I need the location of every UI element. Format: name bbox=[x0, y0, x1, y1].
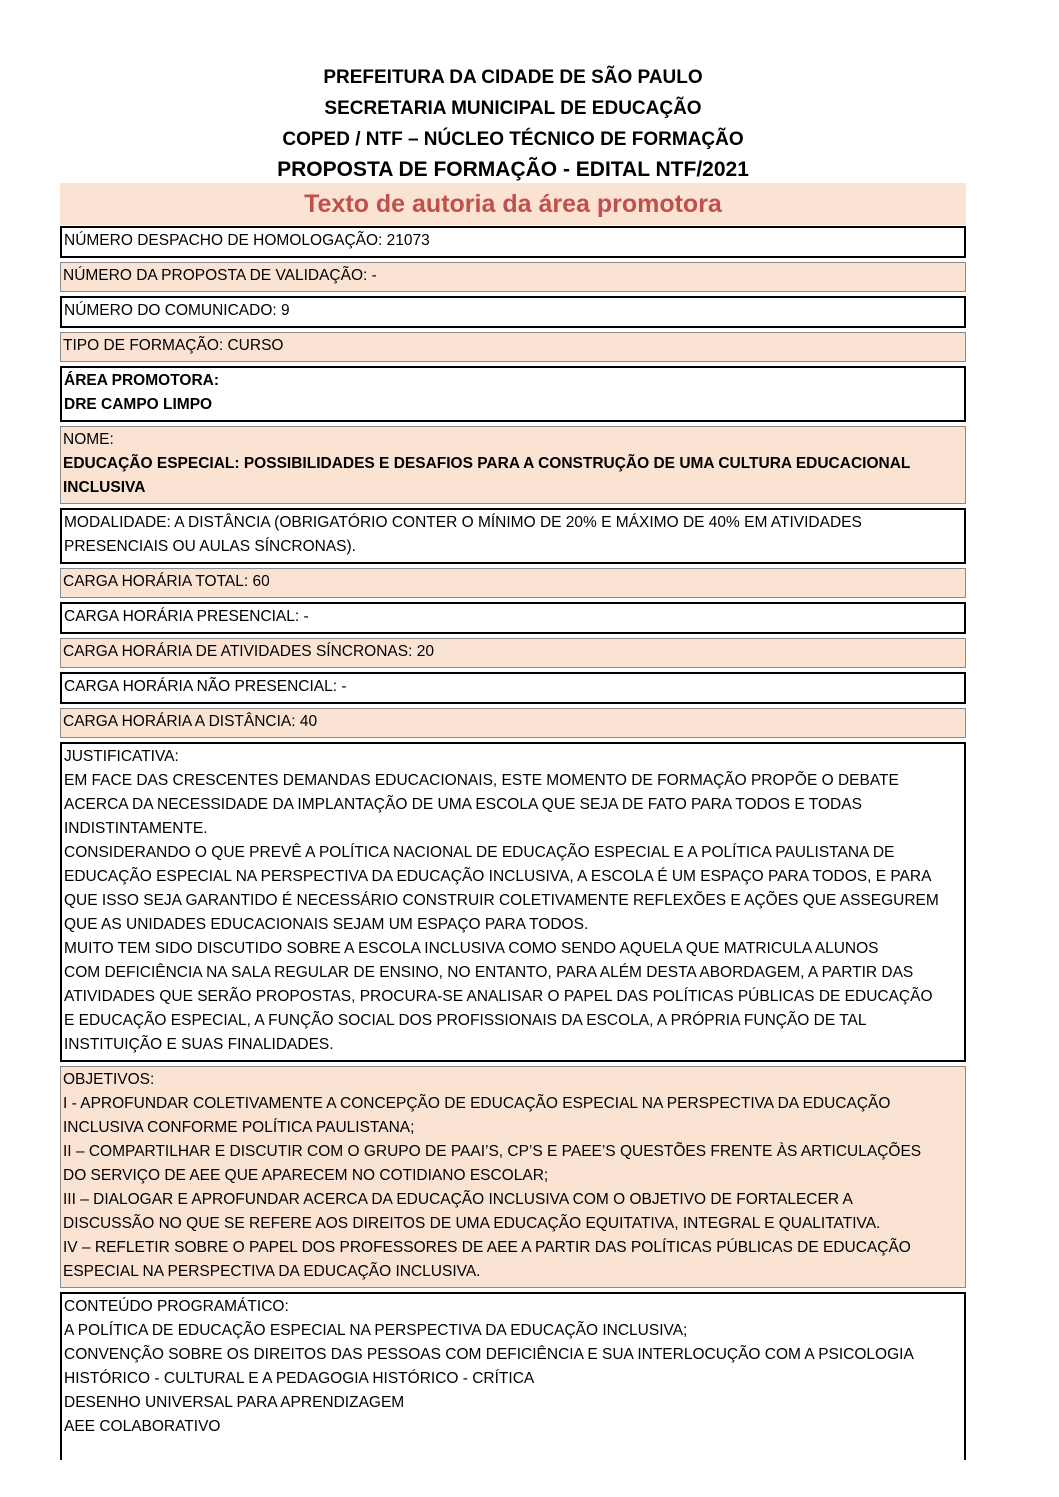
field-comunicado bbox=[60, 296, 966, 328]
objetivos-line: DISCUSSÃO NO QUE SE REFERE AOS DIREITOS DE UMA EDUCAÇÃO EQUITATIVA, INTEGRAL E QUALITATIVA. bbox=[63, 1215, 881, 1232]
area-label: ÁREA PROMOTORA: bbox=[64, 372, 219, 389]
objetivos-line: III – DIALOGAR E APROFUNDAR ACERCA DA EDUCAÇÃO INCLUSIVA COM O OBJETIVO DE FORTALECER A bbox=[63, 1191, 853, 1208]
header-line-prefeitura: PREFEITURA DA CIDADE DE SÃO PAULO bbox=[323, 67, 703, 88]
field-tipo bbox=[60, 332, 966, 362]
justificativa-line: QUE ISSO SEJA GARANTIDO É NECESSÁRIO CONSTRUIR COLETIVAMENTE REFLEXÕES E AÇÕES QUE ASSEGUREM bbox=[64, 892, 939, 909]
ch-distancia-text: CARGA HORÁRIA A DISTÂNCIA: 40 bbox=[63, 713, 318, 730]
field-despacho bbox=[60, 226, 966, 258]
ch-total-text: CARGA HORÁRIA TOTAL: 60 bbox=[63, 573, 270, 590]
objetivos-line: II – COMPARTILHAR E DISCUTIR COM O GRUPO DE PAAI’S, CP’S E PAEE’S QUESTÕES FRENTE ÀS ARTICULAÇÕES bbox=[63, 1143, 922, 1160]
objetivos-line: I - APROFUNDAR COLETIVAMENTE A CONCEPÇÃO DE EDUCAÇÃO ESPECIAL NA PERSPECTIVA DA EDUCAÇÃO bbox=[63, 1095, 891, 1112]
field-ch-presencial bbox=[60, 602, 966, 634]
justificativa-line: INSTITUIÇÃO E SUAS FINALIDADES. bbox=[64, 1036, 334, 1053]
field-nome bbox=[60, 426, 966, 504]
comunicado-text: NÚMERO DO COMUNICADO: 9 bbox=[64, 302, 290, 319]
conteudo-line: A POLÍTICA DE EDUCAÇÃO ESPECIAL NA PERSPECTIVA DA EDUCAÇÃO INCLUSIVA; bbox=[64, 1322, 688, 1339]
nome-label: NOME: bbox=[63, 431, 114, 448]
tipo-text: TIPO DE FORMAÇÃO: CURSO bbox=[63, 337, 284, 354]
objetivos-line: IV – REFLETIR SOBRE O PAPEL DOS PROFESSORES DE AEE A PARTIR DAS POLÍTICAS PÚBLICAS DE EDUCAÇÃO bbox=[63, 1239, 911, 1256]
justificativa-line: ATIVIDADES QUE SERÃO PROPOSTAS, PROCURA-SE ANALISAR O PAPEL DAS POLÍTICAS PÚBLICAS DE EDUCAÇÃO bbox=[64, 988, 933, 1005]
field-ch-sincronas bbox=[60, 638, 966, 668]
field-objetivos bbox=[60, 1066, 966, 1288]
despacho-text: NÚMERO DESPACHO DE HOMOLOGAÇÃO: 21073 bbox=[64, 232, 430, 249]
justificativa-line: INDISTINTAMENTE. bbox=[64, 820, 208, 837]
nome-line: INCLUSIVA bbox=[63, 479, 146, 496]
form-fields bbox=[60, 226, 966, 1460]
header-line-secretaria: SECRETARIA MUNICIPAL DE EDUCAÇÃO bbox=[324, 98, 702, 119]
field-conteudo-programatico bbox=[60, 1292, 966, 1460]
document-header bbox=[60, 62, 966, 185]
field-validacao bbox=[60, 262, 966, 292]
justificativa-line: QUE AS UNIDADES EDUCACIONAIS SEJAM UM ESPAÇO PARA TODOS. bbox=[64, 916, 589, 933]
conteudo-label: CONTEÚDO PROGRAMÁTICO: bbox=[64, 1298, 289, 1315]
justificativa-line: COM DEFICIÊNCIA NA SALA REGULAR DE ENSINO, NO ENTANTO, PARA ALÉM DESTA ABORDAGEM, A PARTIR DAS bbox=[64, 964, 914, 981]
ch-presencial-text: CARGA HORÁRIA PRESENCIAL: - bbox=[64, 608, 309, 625]
field-justificativa bbox=[60, 742, 966, 1062]
objetivos-label: OBJETIVOS: bbox=[63, 1071, 155, 1088]
objetivos-line: ESPECIAL NA PERSPECTIVA DA EDUCAÇÃO INCLUSIVA. bbox=[63, 1263, 481, 1280]
objetivos-line: INCLUSIVA CONFORME POLÍTICA PAULISTANA; bbox=[63, 1119, 415, 1136]
field-modalidade bbox=[60, 508, 966, 564]
field-ch-distancia bbox=[60, 708, 966, 738]
nome-line: EDUCAÇÃO ESPECIAL: POSSIBILIDADES E DESAFIOS PARA A CONSTRUÇÃO DE UMA CULTURA EDUCACIONAL bbox=[63, 455, 911, 472]
modalidade-line: MODALIDADE: A DISTÂNCIA (OBRIGATÓRIO CONTER O MÍNIMO DE 20% E MÁXIMO DE 40% EM ATIVIDADES bbox=[64, 514, 862, 531]
justificativa-line: MUITO TEM SIDO DISCUTIDO SOBRE A ESCOLA INCLUSIVA COMO SENDO AQUELA QUE MATRICULA ALUNOS bbox=[64, 940, 879, 957]
justificativa-label: JUSTIFICATIVA: bbox=[64, 748, 179, 765]
ch-sincronas-text: CARGA HORÁRIA DE ATIVIDADES SÍNCRONAS: 20 bbox=[63, 643, 434, 660]
header-line-coped: COPED / NTF – NÚCLEO TÉCNICO DE FORMAÇÃO bbox=[282, 129, 744, 150]
conteudo-line: CONVENÇÃO SOBRE OS DIREITOS DAS PESSOAS COM DEFICIÊNCIA E SUA INTERLOCUÇÃO COM A PSICOLOGIA bbox=[64, 1346, 914, 1363]
justificativa-line: EM FACE DAS CRESCENTES DEMANDAS EDUCACIONAIS, ESTE MOMENTO DE FORMAÇÃO PROPÕE O DEBATE bbox=[64, 772, 899, 789]
field-ch-total bbox=[60, 568, 966, 598]
justificativa-line: EDUCAÇÃO ESPECIAL NA PERSPECTIVA DA EDUCAÇÃO INCLUSIVA, A ESCOLA É UM ESPAÇO PARA TODOS, E PARA bbox=[64, 868, 932, 885]
validacao-text: NÚMERO DA PROPOSTA DE VALIDAÇÃO: - bbox=[63, 267, 377, 284]
justificativa-line: ACERCA DA NECESSIDADE DA IMPLANTAÇÃO DE UMA ESCOLA QUE SEJA DE FATO PARA TODOS E TODAS bbox=[64, 796, 862, 813]
modalidade-line: PRESENCIAIS OU AULAS SÍNCRONAS). bbox=[64, 538, 356, 555]
authorship-banner: Texto de autoria da área promotora bbox=[60, 183, 966, 225]
ch-nao-presencial-text: CARGA HORÁRIA NÃO PRESENCIAL: - bbox=[64, 678, 347, 695]
field-area-promotora bbox=[60, 366, 966, 422]
header-line-proposta: PROPOSTA DE FORMAÇÃO - EDITAL NTF/2021 bbox=[277, 158, 749, 181]
area-value: DRE CAMPO LIMPO bbox=[64, 396, 213, 413]
justificativa-line: CONSIDERANDO O QUE PREVÊ A POLÍTICA NACIONAL DE EDUCAÇÃO ESPECIAL E A POLÍTICA PAULISTANA DE bbox=[64, 844, 895, 861]
objetivos-line: DO SERVIÇO DE AEE QUE APARECEM NO COTIDIANO ESCOLAR; bbox=[63, 1167, 549, 1184]
field-ch-nao-presencial bbox=[60, 672, 966, 704]
conteudo-line: HISTÓRICO - CULTURAL E A PEDAGOGIA HISTÓRICO - CRÍTICA bbox=[64, 1370, 535, 1387]
conteudo-line: AEE COLABORATIVO bbox=[64, 1418, 221, 1435]
justificativa-line: E EDUCAÇÃO ESPECIAL, A FUNÇÃO SOCIAL DOS PROFISSIONAIS DA ESCOLA, A PRÓPRIA FUNÇÃO DE TAL bbox=[64, 1012, 867, 1029]
conteudo-line: DESENHO UNIVERSAL PARA APRENDIZAGEM bbox=[64, 1394, 405, 1411]
